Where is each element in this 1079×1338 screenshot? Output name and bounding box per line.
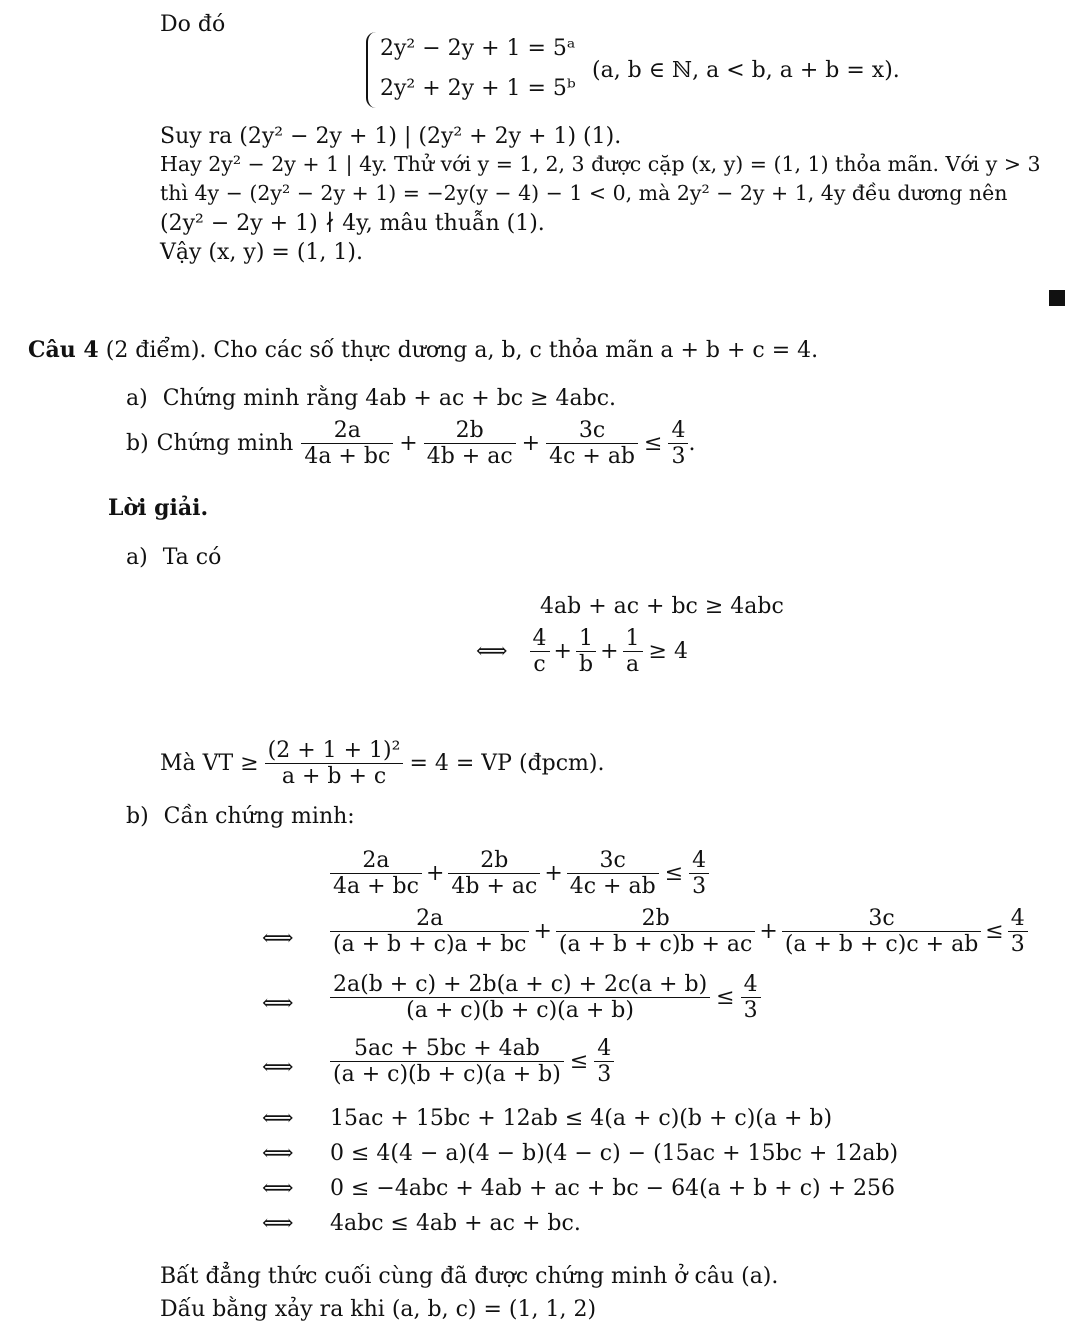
fraction: $\frac{4}{3}$ (689, 848, 709, 900)
fraction: $\frac{5ac + 5bc + 4ab}{(a + c)(b + c)(a + b)}$ (330, 1036, 564, 1088)
cau4-label: Câu 4 (28, 337, 99, 363)
system-equation-1: 2y² − 2y + 1 = 5ᵃ (380, 36, 576, 61)
b-step-7: 0 ≤ −4abc + 4ab + ac + bc − 64(a + b + c) + 256 (330, 1176, 896, 1201)
fraction: $\frac{2b}{4b + ac}$ (424, 418, 516, 470)
fraction: $\frac{4}{c}$ (530, 626, 550, 678)
a-equation-1: 4ab + ac + bc ≥ 4abc (540, 594, 784, 619)
fraction: $\frac{4}{3}$ (594, 1036, 614, 1088)
iff-symbol: ⟺ (262, 1141, 294, 1166)
b-step-2: $\frac{2a}{(a + b + c)a + bc}$ + $\frac{2b}{(a + b + c)b + ac}$ + $\frac{3c}{(a + b + c)c + ab}$ ≤ $\frac{4}{3}$ (330, 906, 1028, 958)
b-step-4: $\frac{5ac + 5bc + 4ab}{(a + c)(b + c)(a + b)}$ ≤ $\frac{4}{3}$ (330, 1036, 614, 1088)
solution-title: Lời giải. (108, 495, 209, 521)
cau4-intro: (2 điểm). Cho các số thực dương a, b, c thỏa mãn a + b + c = 4. (105, 338, 819, 363)
do-do-text: Do đó (160, 12, 226, 37)
fraction: $\frac{3c}{4c + ab}$ (546, 418, 638, 470)
iff-symbol: ⟺ (262, 1211, 294, 1236)
fraction: $\frac{\text{(2 + 1 + 1)²}}{a + b + c}$ (265, 738, 404, 790)
solution-b-text: Cần chứng minh: (163, 804, 355, 829)
solution-b-label: b) (126, 804, 149, 829)
ma-line (160, 738, 605, 790)
fraction: $\frac{4}{3}$ (668, 418, 688, 470)
solution-a-text: Ta có (162, 545, 222, 570)
part-b-label: b) (126, 431, 149, 457)
solution-part-a (126, 545, 221, 570)
fraction: $\frac{3c}{4c + ab}$ (567, 848, 659, 900)
text-line-5: Vậy (x, y) = (1, 1). (160, 240, 363, 265)
solution-part-b (126, 804, 355, 829)
fraction: $\frac{2a(b + c) + 2b(a + c) + 2c(a + b)}{(a + c)(b + c)(a + b)}$ (330, 972, 710, 1024)
system-brace (366, 32, 380, 108)
part-a-text: Chứng minh rằng 4ab + ac + bc ≥ 4abc. (162, 386, 617, 411)
part-a-label: a) (126, 386, 148, 411)
qed-square-icon (1049, 290, 1065, 306)
fraction: $\frac{4}{3}$ (1008, 906, 1028, 958)
b-step-1: $\frac{2a}{4a + bc}$ + $\frac{2b}{4b + ac}$ + $\frac{3c}{4c + ab}$ ≤ $\frac{4}{3}$ (330, 848, 709, 900)
cau4-part-a (126, 386, 616, 411)
iff-symbol: ⟺ (262, 1106, 294, 1131)
fraction: $\frac{2b}{(a + b + c)b + ac}$ (556, 906, 755, 958)
cau4-heading (28, 338, 818, 363)
iff-symbol: ⟺ (262, 1176, 294, 1201)
iff-symbol: ⟺ (262, 1055, 294, 1080)
ma-prefix: Mà VT ≥ (160, 751, 259, 777)
ma-suffix: = 4 = VP (đpcm). (409, 751, 605, 777)
conclusion-line-2: Dấu bằng xảy ra khi (a, b, c) = (1, 1, 2) (160, 1297, 597, 1322)
iff-symbol: ⟺ (262, 991, 294, 1016)
fraction: $\frac{1}{a}$ (623, 626, 643, 678)
fraction: $\frac{3c}{(a + b + c)c + ab}$ (782, 906, 981, 958)
fraction: $\frac{2a}{4a + bc}$ (330, 848, 422, 900)
system-equation-2: 2y² + 2y + 1 = 5ᵇ (380, 76, 576, 101)
iff-symbol: ⟺ (262, 926, 294, 951)
iff-symbol: ⟺ (476, 639, 508, 665)
fraction: $\frac{2a}{(a + b + c)a + bc}$ (330, 906, 529, 958)
b-step-5: 15ac + 15bc + 12ab ≤ 4(a + c)(b + c)(a + b) (330, 1106, 833, 1131)
b-step-8: 4abc ≤ 4ab + ac + bc. (330, 1211, 581, 1236)
text-line-2: Hay 2y² − 2y + 1 | 4y. Thử với y = 1, 2, 3 được cặp (x, y) = (1, 1) thỏa mãn. Với y > 3 (160, 152, 1041, 176)
solution-a-label: a) (126, 545, 148, 570)
fraction: $\frac{2a}{4a + bc}$ (301, 418, 393, 470)
fraction: $\frac{4}{3}$ (741, 972, 761, 1024)
system-condition: (a, b ∈ ℕ, a < b, a + b = x). (592, 58, 900, 83)
part-b-text: Chứng minh (156, 431, 294, 457)
text-line-3: thì 4y − (2y² − 2y + 1) = −2y(y − 4) − 1 < 0, mà 2y² − 2y + 1, 4y đều dương nên (160, 181, 1008, 205)
conclusion-line-1: Bất đẳng thức cuối cùng đã được chứng minh ở câu (a). (160, 1264, 779, 1289)
cau4-part-b: b) Chứng minh $\frac{2a}{4a + bc}$ + $\frac{2b}{4b + ac}$ + $\frac{3c}{4c + ab}$ ≤ $\frac{4}{3}$ . (126, 418, 696, 470)
text-line-1: Suy ra (2y² − 2y + 1) | (2y² + 2y + 1) (1). (160, 124, 622, 149)
fraction: $\frac{1}{b}$ (576, 626, 596, 678)
b-step-6: 0 ≤ 4(4 − a)(4 − b)(4 − c) − (15ac + 15bc + 12ab) (330, 1141, 899, 1166)
fraction: $\frac{2b}{4b + ac}$ (448, 848, 540, 900)
a-equation-2: ⟺ $\frac{4}{c}$ + $\frac{1}{b}$ + $\frac{1}{a}$ ≥ 4 (476, 626, 688, 678)
text-line-4: (2y² − 2y + 1) ∤ 4y, mâu thuẫn (1). (160, 211, 545, 236)
b-step-3: $\frac{2a(b + c) + 2b(a + c) + 2c(a + b)}{(a + c)(b + c)(a + b)}$ ≤ $\frac{4}{3}$ (330, 972, 761, 1024)
